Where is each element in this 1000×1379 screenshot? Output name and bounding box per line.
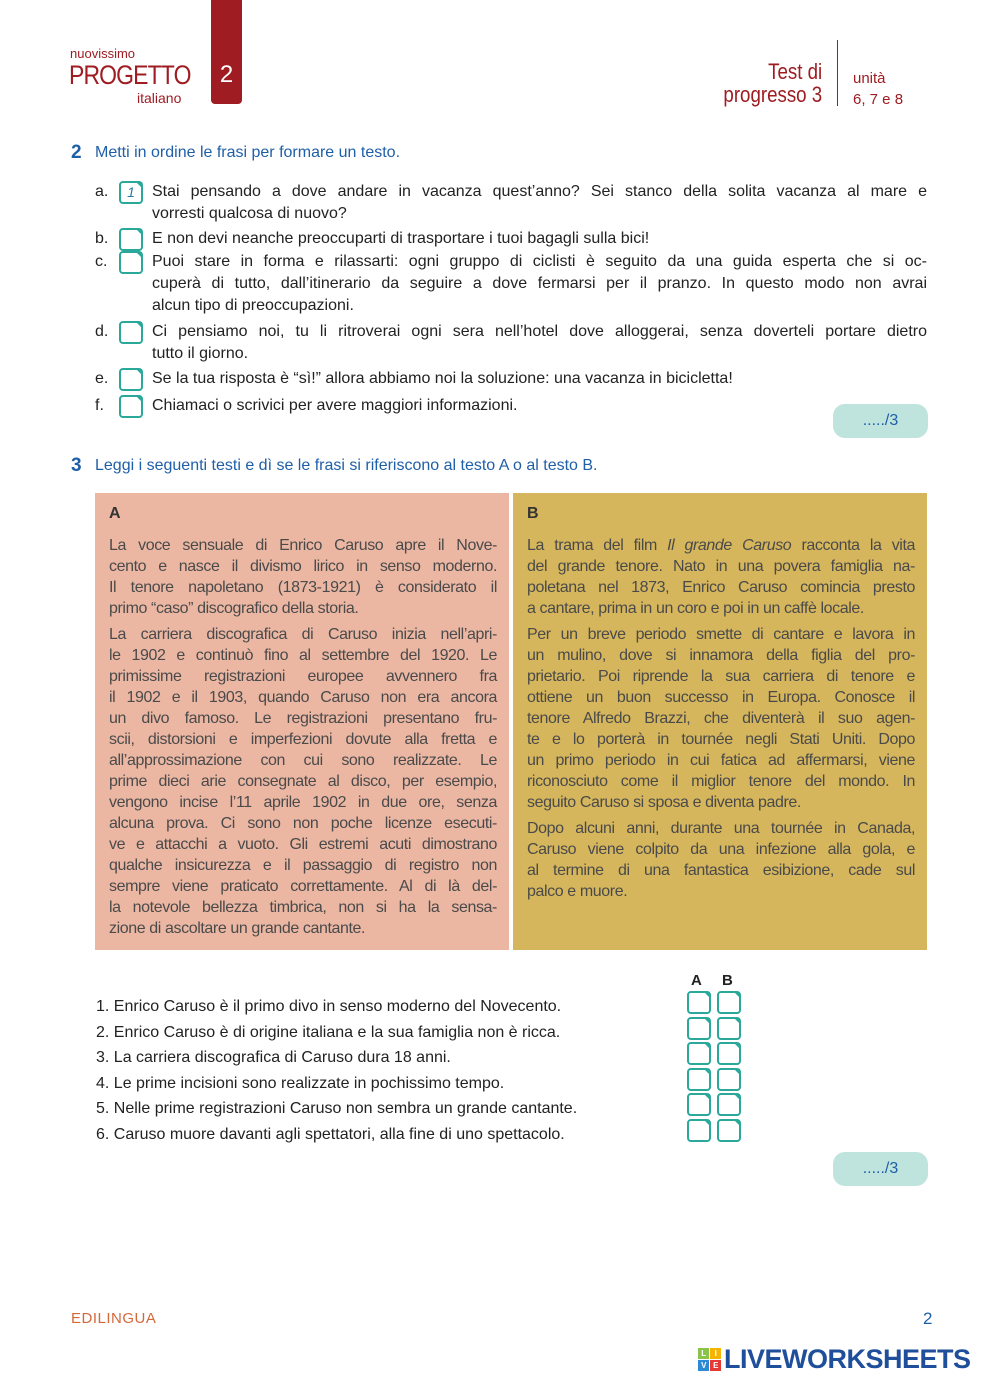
paragraph-line: cento e nasce il divismo lirico in senso moderno. bbox=[109, 558, 497, 575]
brand-sub: italiano bbox=[137, 90, 182, 106]
item-text-line: Se la tua risposta è “sì!” allora abbiamo noi la soluzione: una vacanza in bicicletta! bbox=[152, 370, 733, 387]
paragraph-line: ve e attacchi a vuoto. Gli estremi acuti dimostrano bbox=[109, 836, 497, 853]
paragraph-line: vengono incise l’11 aprile 1902 in due ore, senza bbox=[109, 794, 497, 811]
order-answer-box[interactable] bbox=[119, 181, 143, 204]
test-title-line2: progresso 3 bbox=[723, 82, 822, 107]
paragraph-line: all’approssimazione con cui sono realizzate. Le bbox=[109, 752, 497, 769]
statement: 2. Enrico Caruso è di origine italiana e la sua famiglia non è ricca. bbox=[96, 1023, 561, 1041]
paragraph-line: un divo famoso. Le registrazioni presentano fru- bbox=[109, 710, 497, 727]
answer-b-checkbox[interactable] bbox=[717, 1093, 741, 1116]
units-values: 6, 7 e 8 bbox=[853, 91, 904, 108]
paragraph-line: ottiene un buon successo in Europa. Conosce il bbox=[527, 689, 915, 706]
order-answer-box[interactable] bbox=[119, 368, 143, 391]
statement: 1. Enrico Caruso è il primo divo in senso moderno del Novecento. bbox=[96, 998, 562, 1015]
brand-logo: PROGETTO bbox=[69, 60, 191, 90]
text-a-box bbox=[95, 493, 509, 950]
paragraph-line: Caruso viene colpito da una infezione alla gola, e bbox=[527, 841, 915, 858]
item-text-line: Puoi stare in forma e rilassarti: ogni gruppo di ciclisti è seguito da una guida esperta che si oc- bbox=[152, 253, 927, 270]
answer-a-checkbox[interactable] bbox=[687, 1119, 711, 1142]
paragraph-line: a cantare, prima in un coro e poi in un caffè locale. bbox=[527, 600, 864, 617]
paragraph-line: al termine di una fantastica esibizione, cade sul bbox=[527, 862, 915, 879]
publisher-logo: EDILINGUA bbox=[71, 1310, 157, 1327]
paragraph-line: zione di ascoltare un grande cantante. bbox=[109, 920, 366, 937]
answer-b-checkbox[interactable] bbox=[717, 1042, 741, 1065]
item-text-line: cuperà di tutto, dall’itinerario da seguire a dove fermarsi per il pranzo. In questo modo non avrai bbox=[152, 275, 927, 292]
paragraph-line: primissime registrazioni europee avvennero fra bbox=[109, 668, 497, 685]
answer-a-checkbox[interactable] bbox=[687, 991, 711, 1014]
statement: 5. Nelle prime registrazioni Caruso non sembra un grande cantante. bbox=[96, 1100, 578, 1118]
answer-a-checkbox[interactable] bbox=[687, 1017, 711, 1040]
header-divider bbox=[837, 40, 838, 106]
paragraph-line: primo “caso” discografico della storia. bbox=[109, 600, 359, 617]
text-a-heading: A bbox=[109, 505, 121, 522]
item-text-line: Chiamaci o scrivici per avere maggiori informazioni. bbox=[152, 397, 518, 414]
text-b-box bbox=[513, 493, 927, 950]
paragraph-line: te e lo porterà in tournée negli Stati Uniti. Dopo bbox=[527, 731, 915, 748]
item-text-line: E non devi neanche preoccuparti di trasportare i tuoi bagagli sulla bici! bbox=[152, 230, 650, 247]
answer-b-checkbox[interactable] bbox=[717, 1068, 741, 1091]
liveworksheets-watermark bbox=[698, 1344, 971, 1375]
paragraph-line: il 1902 e il 1903, quando Caruso non era ancora bbox=[109, 689, 497, 706]
logo-tile: L bbox=[698, 1348, 709, 1359]
liveworksheets-logo-icon bbox=[698, 1348, 721, 1371]
paragraph-line: palco e muore. bbox=[527, 883, 628, 900]
page-number: 2 bbox=[923, 1309, 933, 1328]
paragraph-line: prime dieci arie consegnate al disco, per esempio, bbox=[109, 773, 497, 790]
paragraph-line: La voce sensuale di Enrico Caruso apre il Nove- bbox=[109, 537, 497, 554]
statement: 6. Caruso muore davanti agli spettatori, alla fine di uno spettacolo. bbox=[96, 1126, 565, 1143]
section-2-number: 2 bbox=[71, 142, 82, 163]
paragraph-line: poletana nel 1873, Enrico Caruso comincia presto bbox=[527, 579, 915, 596]
paragraph-line: scii, distorsioni e imperfezioni dovute alla fretta e bbox=[109, 731, 497, 748]
column-b-label: B bbox=[722, 972, 733, 989]
paragraph-line: riconosciuto come il miglior tenore del mondo. In bbox=[527, 773, 915, 790]
paragraph-line: tenore Alfredo Brazzi, che diventerà il suo agen- bbox=[527, 710, 915, 727]
statement: 4. Le prime incisioni sono realizzate in pochissimo tempo. bbox=[96, 1074, 505, 1092]
column-a-label: A bbox=[691, 972, 702, 989]
logo-tile: V bbox=[698, 1360, 709, 1371]
paragraph-line: un primo periodo in cui fatica ad affermarsi, viene bbox=[527, 752, 915, 769]
logo-tile: E bbox=[710, 1360, 721, 1371]
statement: 3. La carriera discografica di Caruso dura 18 anni. bbox=[96, 1049, 451, 1067]
paragraph-line: sempre viene praticato correttamente. Al di là del- bbox=[109, 878, 497, 895]
answer-a-checkbox[interactable] bbox=[687, 1068, 711, 1091]
logo-tile: I bbox=[710, 1348, 721, 1359]
order-answer-box[interactable] bbox=[119, 321, 143, 344]
answer-b-checkbox[interactable] bbox=[717, 991, 741, 1014]
order-answer-value: 1 bbox=[127, 184, 135, 200]
text-b-heading: B bbox=[527, 505, 539, 522]
section-2-title: Metti in ordine le frasi per formare un testo. bbox=[95, 144, 401, 161]
section-3-score: ...../3 bbox=[833, 1152, 928, 1186]
units bbox=[853, 68, 903, 110]
paragraph-line: Per un breve periodo smette di cantare e lavora in bbox=[527, 626, 915, 643]
film-title: Il grande Caruso bbox=[667, 537, 792, 554]
section-3-title: Leggi i seguenti testi e dì se le frasi si riferiscono al testo A o al testo B. bbox=[95, 457, 598, 474]
paragraph-line: Dopo alcuni anni, durante una tournée in Canada, bbox=[527, 820, 915, 837]
paragraph-line: seguito Caruso si sposa e diventa padre. bbox=[527, 794, 801, 811]
answer-b-checkbox[interactable] bbox=[717, 1017, 741, 1040]
item-label: e. bbox=[95, 370, 109, 387]
order-answer-box[interactable] bbox=[119, 228, 143, 251]
test-title bbox=[723, 60, 822, 106]
level-tab: 2 bbox=[211, 0, 242, 104]
units-label: unità bbox=[853, 70, 886, 87]
brand-top: nuovissimo bbox=[70, 46, 136, 61]
item-label: f. bbox=[95, 397, 104, 414]
paragraph-line: Il tenore napoletano (1873-1921) è considerato il bbox=[109, 579, 497, 596]
paragraph-line: prietario. Poi riprende la sua carriera di tenore e bbox=[527, 668, 915, 685]
paragraph-line: un mulino, dove si innamora della figlia del pro- bbox=[527, 647, 915, 664]
paragraph-line: La trama del film Il grande Caruso racconta la vita bbox=[527, 537, 915, 554]
item-text-line: Stai pensando a dove andare in vacanza quest’anno? Sei stanco della solita vacanza al mare e bbox=[152, 183, 927, 200]
item-label: b. bbox=[95, 230, 109, 247]
answer-a-checkbox[interactable] bbox=[687, 1042, 711, 1065]
paragraph-line: La carriera discografica di Caruso inizia nell’apri- bbox=[109, 626, 497, 643]
item-text-line: alcun tipo di preoccupazioni. bbox=[152, 297, 354, 314]
test-title-line1: Test di bbox=[767, 59, 822, 84]
item-text-line: tutto il giorno. bbox=[152, 345, 249, 362]
item-label: d. bbox=[95, 323, 109, 340]
paragraph-line: le 1902 e continuò fino al settembre del 1920. Le bbox=[109, 647, 497, 664]
paragraph-line: la notevole bellezza timbrica, non si ha la sensa- bbox=[109, 899, 497, 916]
paragraph-line: del grande tenore. Nato in una povera famiglia na- bbox=[527, 558, 915, 575]
answer-a-checkbox[interactable] bbox=[687, 1093, 711, 1116]
item-label: a. bbox=[95, 183, 109, 200]
order-answer-box[interactable] bbox=[119, 251, 143, 274]
section-2-score: ...../3 bbox=[833, 404, 928, 438]
item-label: c. bbox=[95, 253, 108, 270]
section-3-number: 3 bbox=[71, 455, 82, 476]
paragraph-line: alcuna prova. Ci sono non poche licenze esecuti- bbox=[109, 815, 497, 832]
order-answer-box[interactable] bbox=[119, 395, 143, 418]
watermark-text: LIVEWORKSHEETS bbox=[724, 1344, 971, 1374]
paragraph-line: qualche insicurezza e il passaggio di registro non bbox=[109, 857, 497, 874]
item-text-line: Ci pensiamo noi, tu li ritroverai ogni sera nell’hotel dove alloggerai, senza doverteli portare dietro bbox=[152, 323, 927, 340]
item-text-line: vorresti qualcosa di nuovo? bbox=[152, 205, 347, 222]
answer-b-checkbox[interactable] bbox=[717, 1119, 741, 1142]
